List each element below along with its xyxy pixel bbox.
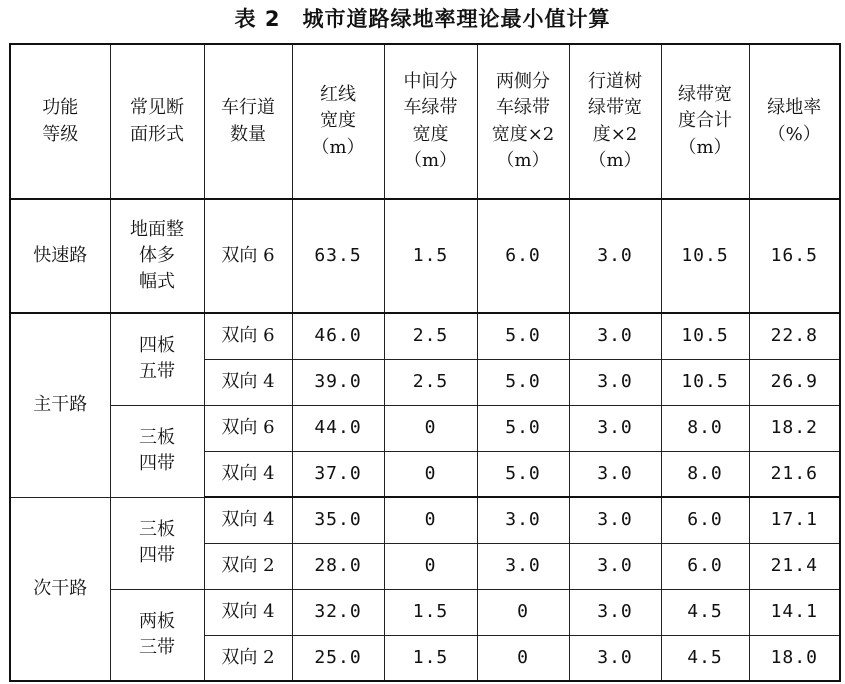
rate-cell: 21.6 (749, 451, 840, 497)
median-cell: 1.5 (384, 589, 477, 635)
table-number: 表 2 (234, 7, 281, 31)
side-cell: 3.0 (477, 543, 569, 589)
total-cell: 8.0 (661, 451, 749, 497)
tree-cell: 3.0 (569, 635, 661, 681)
rate-cell: 18.2 (749, 405, 840, 451)
red-line-cell: 28.0 (292, 543, 384, 589)
tree-cell: 3.0 (569, 497, 661, 543)
median-cell: 1.5 (384, 635, 477, 681)
header-row (10, 44, 840, 199)
tree-cell: 3.0 (569, 405, 661, 451)
rate-cell: 17.1 (749, 497, 840, 543)
total-cell: 6.0 (661, 497, 749, 543)
section-cell: 地面整 体多 幅式 (110, 199, 204, 313)
header-lane-count: 车行道 数量 (204, 44, 292, 199)
lanes-cell: 双向 6 (204, 405, 292, 451)
total-cell: 10.5 (661, 313, 749, 359)
side-cell: 0 (477, 589, 569, 635)
median-cell: 0 (384, 543, 477, 589)
median-cell: 0 (384, 405, 477, 451)
red-line-cell: 32.0 (292, 589, 384, 635)
table-title-text: 城市道路绿地率理论最小值计算 (302, 7, 611, 31)
table-title (0, 4, 845, 34)
red-line-cell: 46.0 (292, 313, 384, 359)
table-row (10, 313, 840, 359)
rate-cell: 14.1 (749, 589, 840, 635)
red-line-cell: 44.0 (292, 405, 384, 451)
level-cell-arterial: 主干路 (10, 313, 110, 497)
level-cell-secondary: 次干路 (10, 497, 110, 681)
header-green-ratio: 绿地率 （%） (749, 44, 840, 199)
rate-cell: 16.5 (749, 199, 840, 313)
section-cell: 三板 四带 (110, 405, 204, 497)
rate-cell: 22.8 (749, 313, 840, 359)
rate-cell: 18.0 (749, 635, 840, 681)
header-section-form: 常见断 面形式 (110, 44, 204, 199)
median-cell: 0 (384, 451, 477, 497)
median-cell: 2.5 (384, 313, 477, 359)
lanes-cell: 双向 2 (204, 543, 292, 589)
side-cell: 5.0 (477, 405, 569, 451)
side-cell: 5.0 (477, 451, 569, 497)
red-line-cell: 39.0 (292, 359, 384, 405)
lanes-cell: 双向 4 (204, 497, 292, 543)
side-cell: 5.0 (477, 359, 569, 405)
total-cell: 10.5 (661, 199, 749, 313)
table-row (10, 589, 840, 635)
header-total-green-width: 绿带宽 度合计 （m） (661, 44, 749, 199)
header-tree-belt-width: 行道树 绿带宽 度×2 （m） (569, 44, 661, 199)
tree-cell: 3.0 (569, 451, 661, 497)
rate-cell: 21.4 (749, 543, 840, 589)
lanes-cell: 双向 4 (204, 451, 292, 497)
total-cell: 4.5 (661, 635, 749, 681)
section-cell: 三板 四带 (110, 497, 204, 589)
red-line-cell: 37.0 (292, 451, 384, 497)
lanes-cell: 双向 4 (204, 589, 292, 635)
lanes-cell: 双向 6 (204, 313, 292, 359)
lanes-cell: 双向 4 (204, 359, 292, 405)
level-cell-expressway: 快速路 (10, 199, 110, 313)
median-cell: 1.5 (384, 199, 477, 313)
total-cell: 10.5 (661, 359, 749, 405)
tree-cell: 3.0 (569, 359, 661, 405)
header-median-green-width: 中间分 车绿带 宽度 （m） (384, 44, 477, 199)
red-line-cell: 63.5 (292, 199, 384, 313)
side-cell: 0 (477, 635, 569, 681)
header-side-green-width: 两侧分 车绿带 宽度×2 （m） (477, 44, 569, 199)
table-row (10, 497, 840, 543)
median-cell: 0 (384, 497, 477, 543)
total-cell: 8.0 (661, 405, 749, 451)
header-red-line-width: 红线 宽度 （m） (292, 44, 384, 199)
lanes-cell: 双向 2 (204, 635, 292, 681)
rate-cell: 26.9 (749, 359, 840, 405)
red-line-cell: 25.0 (292, 635, 384, 681)
side-cell: 5.0 (477, 313, 569, 359)
side-cell: 3.0 (477, 497, 569, 543)
tree-cell: 3.0 (569, 589, 661, 635)
lanes-cell: 双向 6 (204, 199, 292, 313)
total-cell: 6.0 (661, 543, 749, 589)
tree-cell: 3.0 (569, 199, 661, 313)
section-cell: 两板 三带 (110, 589, 204, 681)
tree-cell: 3.0 (569, 543, 661, 589)
tree-cell: 3.0 (569, 313, 661, 359)
side-cell: 6.0 (477, 199, 569, 313)
median-cell: 2.5 (384, 359, 477, 405)
header-function-level: 功能 等级 (10, 44, 110, 199)
total-cell: 4.5 (661, 589, 749, 635)
red-line-cell: 35.0 (292, 497, 384, 543)
table-row (10, 405, 840, 451)
section-cell: 四板 五带 (110, 313, 204, 405)
green-ratio-table (9, 43, 841, 682)
table-row (10, 199, 840, 313)
